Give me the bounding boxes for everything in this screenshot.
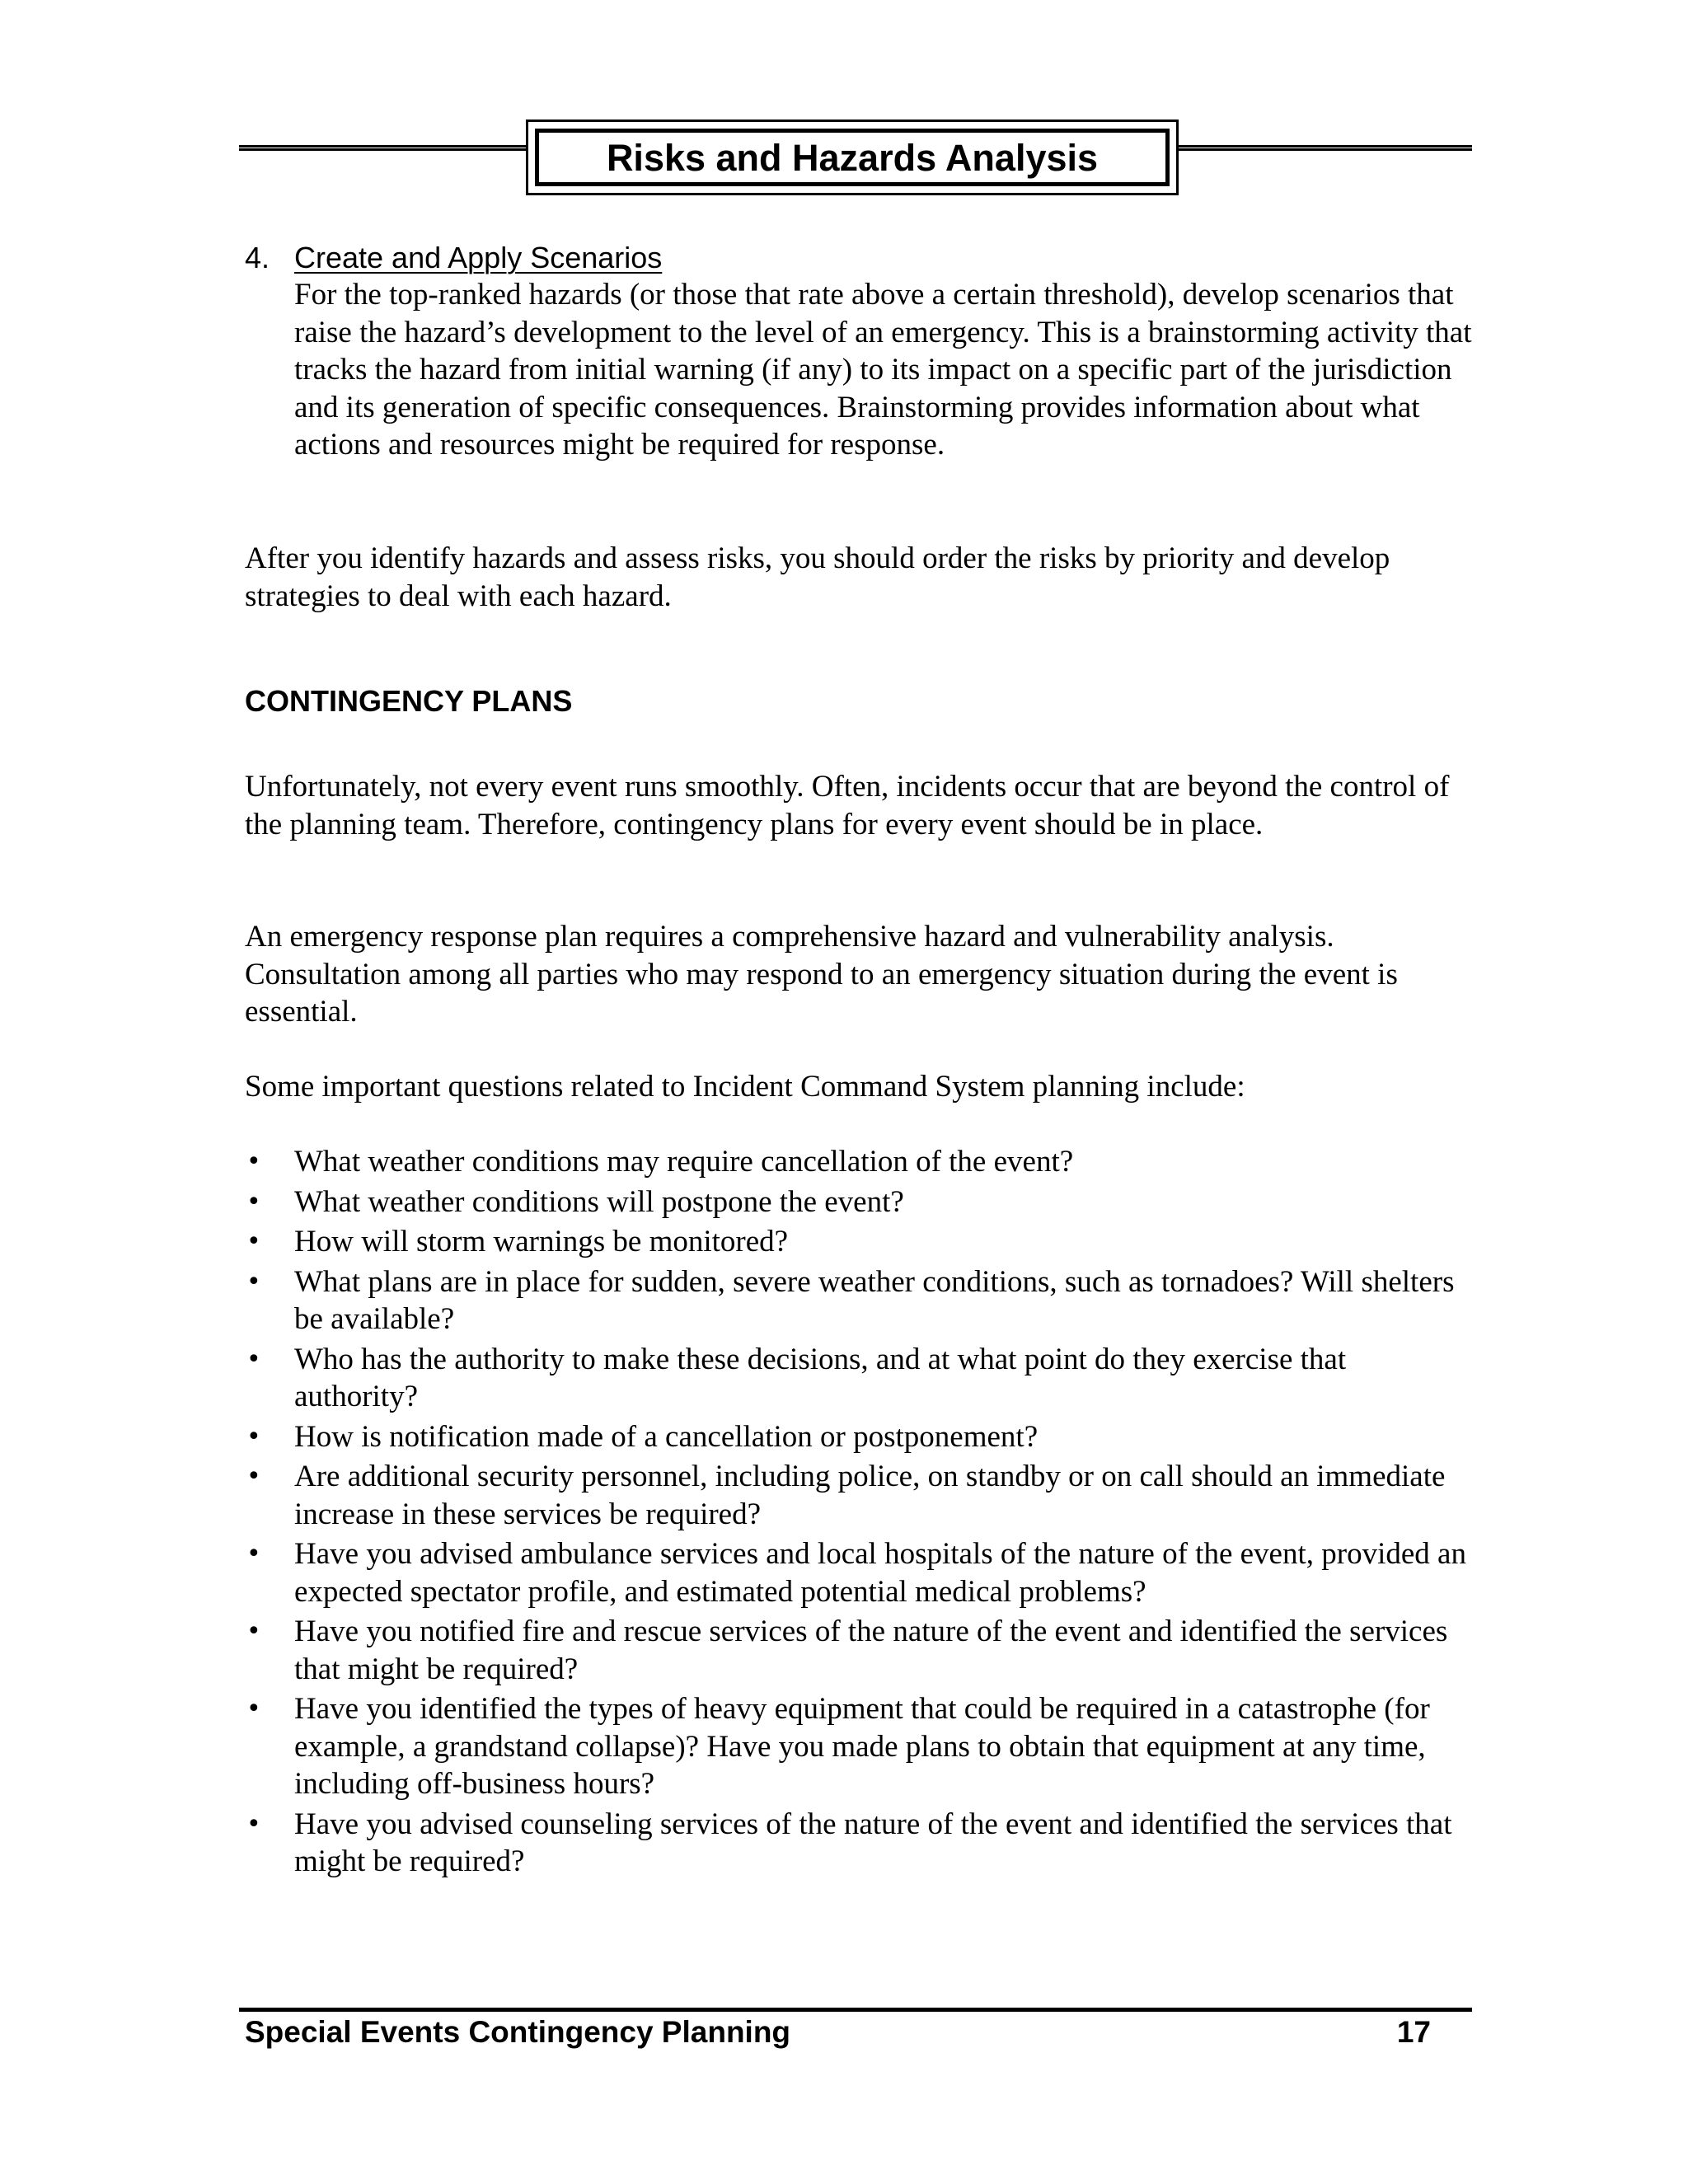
contingency-paragraph-2: An emergency response plan requires a comprehensive hazard and vulnerability analysis. Consultation among all parties who may respond to an emergency situation during the event is essential.	[245, 920, 1398, 1029]
list-item: • How will storm warnings be monitored?	[245, 1223, 1473, 1261]
footer-title: Special Events Contingency Planning	[245, 2015, 791, 2049]
contingency-paragraph-3: Some important questions related to Incident Command System planning include:	[245, 1070, 1245, 1104]
page-title: Risks and Hazards Analysis	[606, 136, 1099, 179]
header-banner	[526, 120, 1179, 195]
after-paragraph: After you identify hazards and assess risks, you should order the risks by priority and develop strategies to deal with each hazard.	[245, 541, 1390, 613]
list-item: • Are additional security personnel, including police, on standby or on call should an immediate increase in these services be required?	[245, 1458, 1473, 1533]
questions-list	[245, 1143, 1473, 1883]
list-item: • Have you notified fire and rescue services of the nature of the event and identified the services that might be required?	[245, 1613, 1473, 1688]
list-item: • Have you advised ambulance services and local hospitals of the nature of the event, provided an expected spectator profile, and estimated potential medical problems?	[245, 1535, 1473, 1610]
list-item: • Have you identified the types of heavy equipment that could be required in a catastrophe (for example, a grandstand collapse)? Have you made plans to obtain that equipment at any time, including off-business hours?	[245, 1690, 1473, 1803]
list-item: • What plans are in place for sudden, severe weather conditions, such as tornadoes? Will shelters be available?	[245, 1263, 1473, 1338]
section-heading: CONTINGENCY PLANS	[245, 684, 573, 718]
footer-rule	[239, 2008, 1472, 2012]
item-number: 4.	[245, 241, 270, 274]
list-item: • What weather conditions will postpone the event?	[245, 1183, 1473, 1221]
page-number: 17	[1396, 2015, 1431, 2049]
list-item: • Have you advised counseling services of the nature of the event and identified the services that might be required?	[245, 1806, 1473, 1881]
list-item: • How is notification made of a cancellation or postponement?	[245, 1418, 1473, 1456]
list-item: • What weather conditions may require cancellation of the event?	[245, 1143, 1473, 1181]
list-item: • Who has the authority to make these decisions, and at what point do they exercise that authority?	[245, 1341, 1473, 1416]
item-title: Create and Apply Scenarios	[294, 241, 663, 274]
header-rule-left	[239, 145, 528, 151]
header-banner-inner	[535, 129, 1170, 186]
item-body: For the top-ranked hazards (or those that rate above a certain threshold), develop scenarios that raise the hazard’s development to the level of an emergency. This is a brainstorming activity that tracks the hazard from initial warning (if any) to its impact on a specific part of the jurisdiction and its generation of specific consequences. Brainstorming provides information about what actions and resources might be required for response.	[294, 278, 1472, 462]
header-rule-right	[1177, 145, 1472, 151]
contingency-paragraph-1: Unfortunately, not every event runs smoothly. Often, incidents occur that are beyond the control of the planning team. Therefore, contingency plans for every event should be in place.	[245, 770, 1450, 841]
